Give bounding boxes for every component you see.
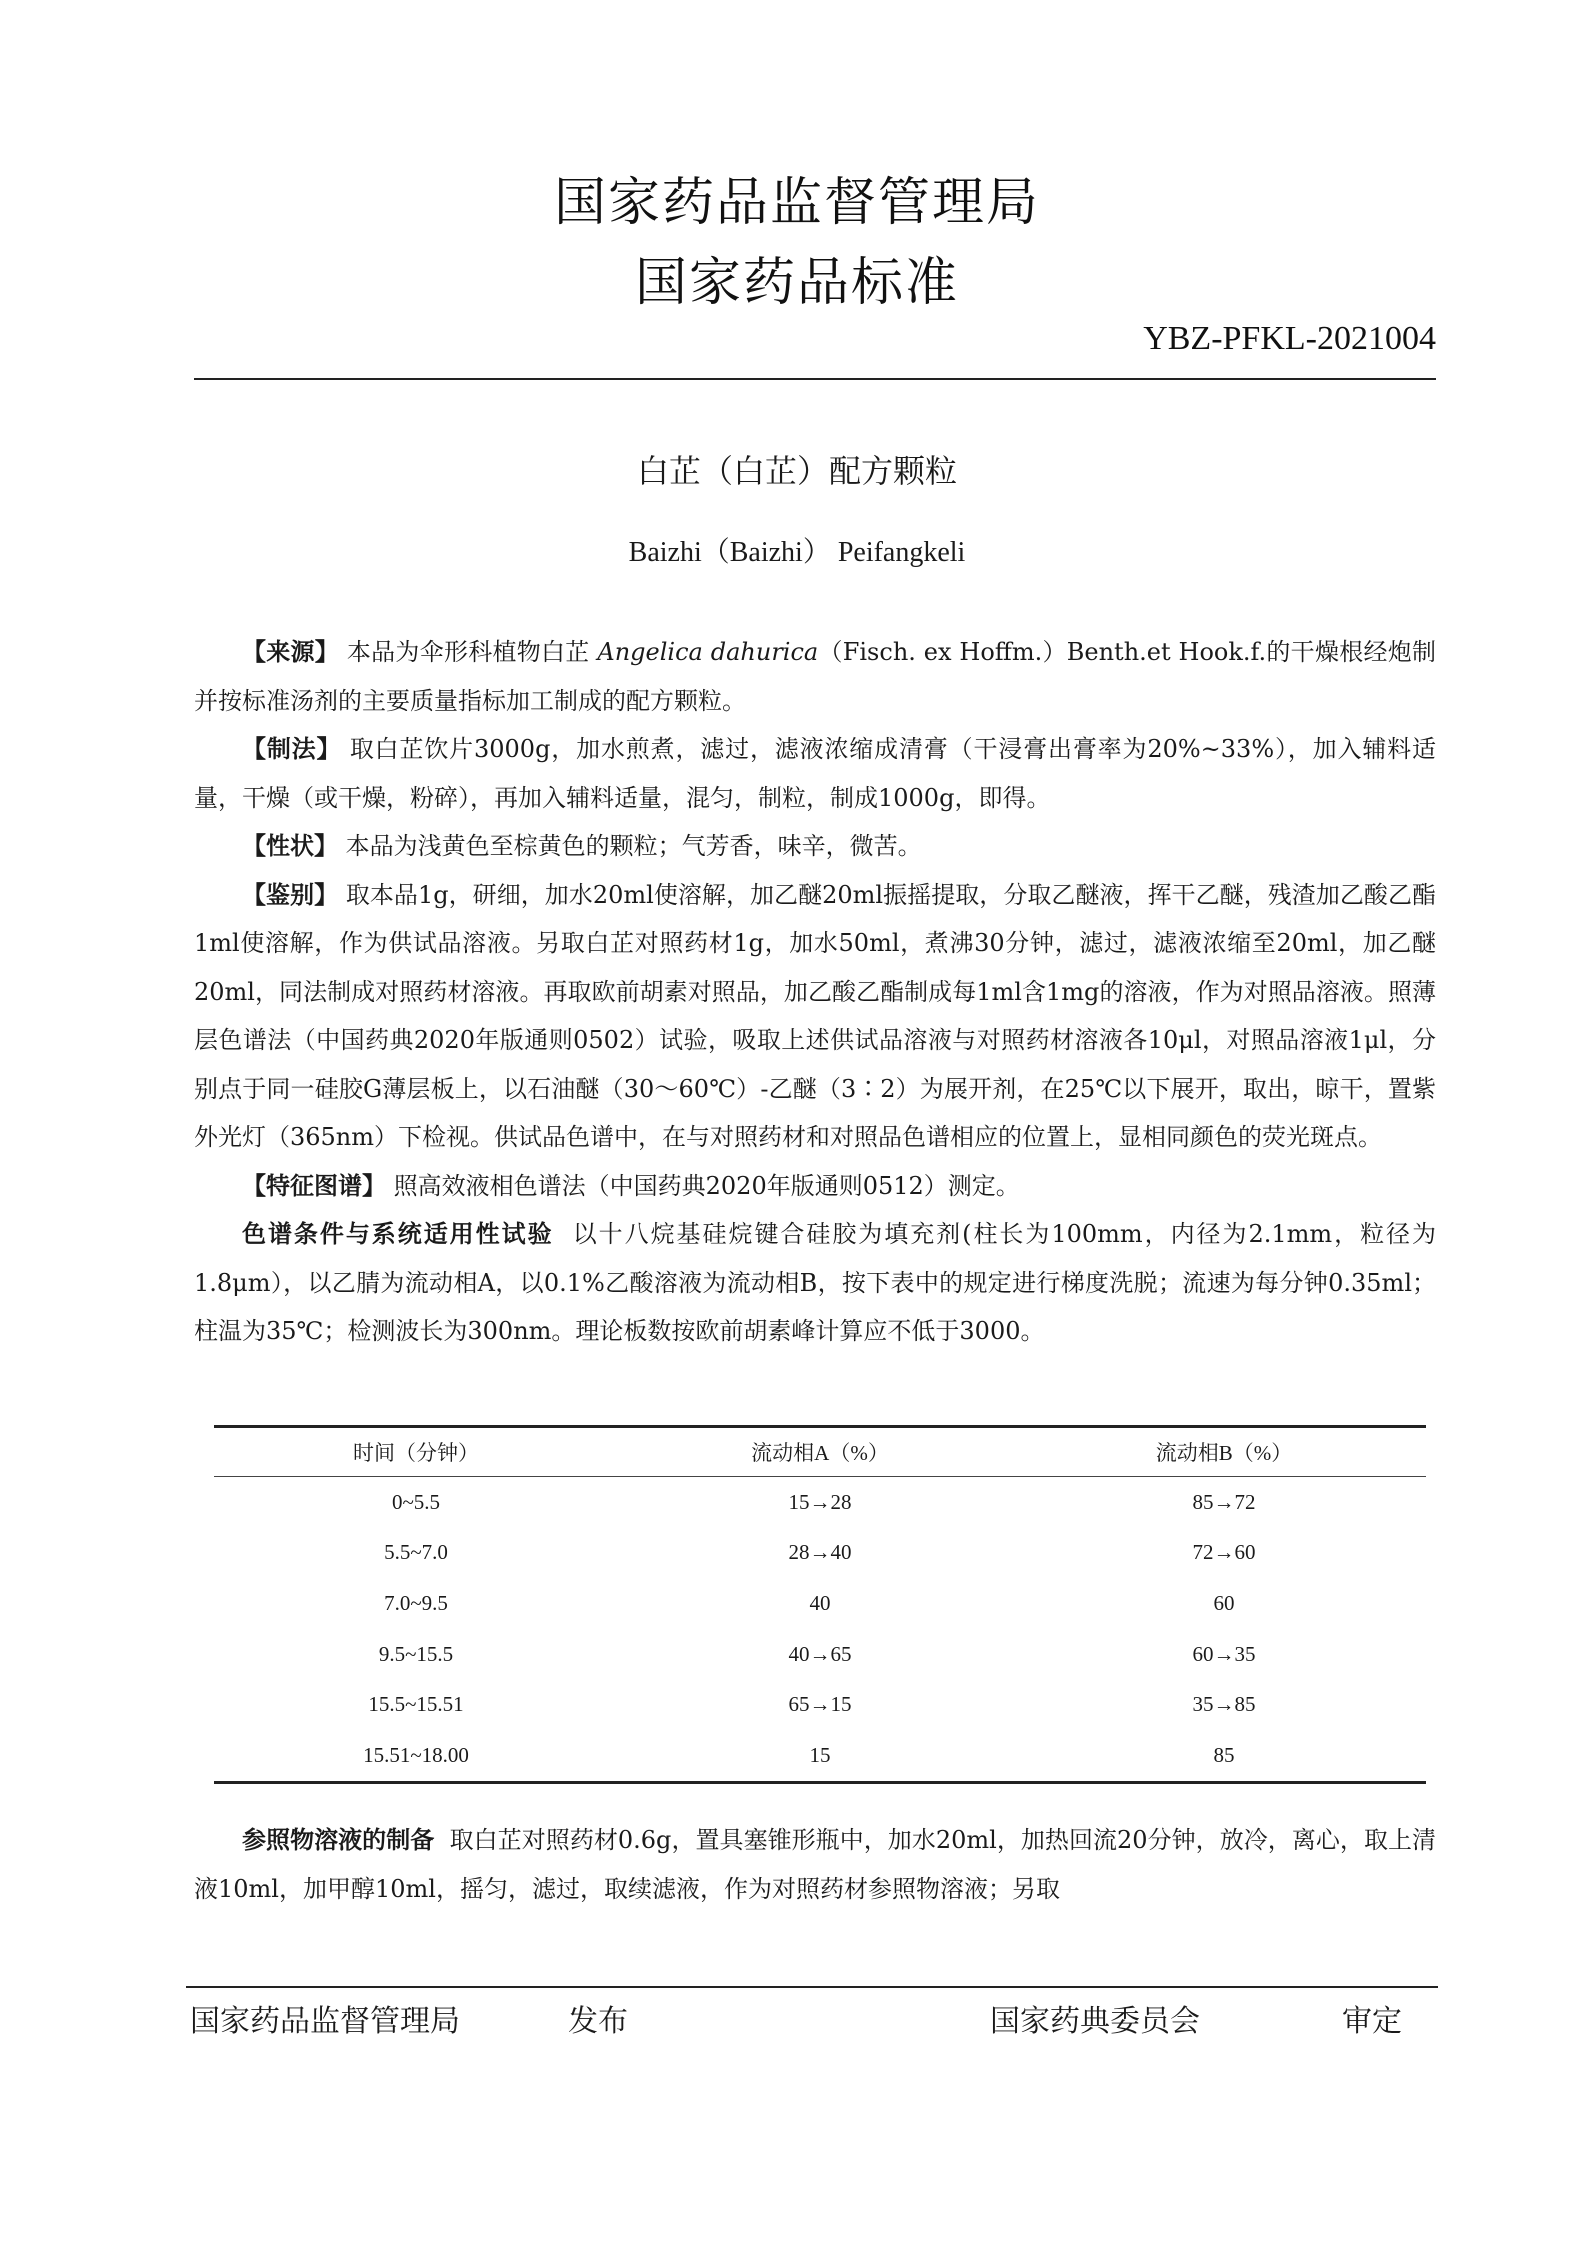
table-cell: 15.5~15.51 bbox=[368, 1692, 464, 1717]
footer-reviewer: 国家药典委员会 bbox=[990, 2004, 1200, 2039]
section-character-label: 【性状】 bbox=[242, 832, 338, 860]
org-title: 国家药品监督管理局 bbox=[553, 173, 1040, 233]
product-title: 白芷（白芷）配方颗粒 bbox=[636, 452, 957, 490]
section-character bbox=[194, 822, 1436, 871]
section-fingerprint-label: 【特征图谱】 bbox=[242, 1171, 386, 1200]
table-cell: 72→60 bbox=[1192, 1540, 1256, 1565]
section-reference bbox=[194, 1816, 1436, 1913]
footer-divider bbox=[186, 1986, 1438, 1988]
table-row bbox=[214, 1730, 1426, 1782]
document-code: YBZ-PFKL-2021004 bbox=[1143, 320, 1436, 357]
table-cell: 7.0~9.5 bbox=[384, 1590, 448, 1615]
reference-section bbox=[194, 1816, 1436, 1913]
standard-sections bbox=[194, 628, 1436, 1356]
table-row bbox=[214, 1528, 1426, 1579]
section-preparation-label: 【制法】 bbox=[242, 735, 342, 763]
section-source-label: 【来源】 bbox=[242, 638, 340, 666]
table-cell: 5.5~7.0 bbox=[384, 1540, 448, 1565]
table-cell: 40 bbox=[809, 1590, 831, 1615]
table-header-phase-b: 流动相B（%） bbox=[1022, 1427, 1426, 1477]
table-header-phase-a: 流动相A（%） bbox=[618, 1427, 1022, 1477]
table-cell: 28→40 bbox=[788, 1540, 852, 1565]
header-divider bbox=[194, 378, 1436, 380]
table-cell: 35→85 bbox=[1192, 1692, 1256, 1717]
section-chromatography-label: 色谱条件与系统适用性试验 bbox=[242, 1220, 554, 1248]
table-cell: 9.5~15.5 bbox=[378, 1641, 454, 1666]
table-row bbox=[214, 1629, 1426, 1680]
table-cell: 85 bbox=[1213, 1742, 1235, 1767]
section-fingerprint bbox=[194, 1162, 1436, 1211]
latin-name: Angelica dahurica bbox=[597, 638, 819, 666]
table-cell: 85→72 bbox=[1192, 1489, 1256, 1514]
table-row bbox=[214, 1477, 1426, 1528]
table-cell: 60→35 bbox=[1192, 1641, 1256, 1666]
table-cell: 15.51~18.00 bbox=[363, 1742, 469, 1767]
table-header-time: 时间（分钟） bbox=[214, 1427, 618, 1477]
section-source-text-b: （Fisch. ex Hoffm.）Benth.et Hook.f.的干燥根经炮制并按标准汤剂的主要质量指标加工制成的配方颗粒。 bbox=[194, 638, 1436, 715]
section-chromatography bbox=[194, 1210, 1436, 1356]
section-source bbox=[194, 628, 1436, 725]
table-cell: 60 bbox=[1213, 1590, 1235, 1615]
section-character-text: 本品为浅黄色至棕黄色的颗粒；气芳香，味辛，微苦。 bbox=[345, 832, 922, 860]
section-identification-label: 【鉴别】 bbox=[242, 880, 339, 909]
table-cell: 15 bbox=[809, 1742, 831, 1767]
footer-publisher: 国家药品监督管理局 bbox=[190, 2004, 460, 2039]
table-header-row bbox=[214, 1427, 1426, 1477]
footer-publish: 发布 bbox=[568, 2004, 628, 2039]
table-cell: 0~5.5 bbox=[391, 1489, 441, 1514]
product-pinyin: Baizhi（Baizhi） Peifangkeli bbox=[628, 537, 966, 568]
table-row bbox=[214, 1578, 1426, 1629]
gradient-table bbox=[214, 1425, 1426, 1784]
table-cell: 40→65 bbox=[788, 1641, 852, 1666]
section-reference-text: 取白芷对照药材0.6g，置具塞锥形瓶中，加水20ml，加热回流20分钟，放冷，离心，取上清液10ml，加甲醇10ml，摇匀，滤过，取续滤液，作为对照药材参照物溶液；另取 bbox=[194, 1826, 1437, 1903]
section-preparation bbox=[194, 725, 1436, 822]
section-preparation-text: 取白芷饮片3000g，加水煎煮，滤过，滤液浓缩成清膏（干浸膏出膏率为20%~33%），加入辅料适量，干燥（或干燥，粉碎），再加入辅料适量，混匀，制粒，制成1000g，即得。 bbox=[194, 735, 1436, 812]
table-cell: 15→28 bbox=[788, 1489, 852, 1514]
section-chromatography-text: 以十八烷基硅烷键合硅胶为填充剂(柱长为100mm，内径为2.1mm，粒径为1.8μm），以乙腈为流动相A，以0.1%乙酸溶液为流动相B，按下表中的规定进行梯度洗脱；流速为每分钟0.35ml；柱温为35℃；检测波长为300nm。理论板数按欧前胡素峰计算应不低于3000。 bbox=[194, 1220, 1436, 1345]
section-identification bbox=[194, 871, 1436, 1162]
table-row bbox=[214, 1679, 1426, 1730]
footer-review: 审定 bbox=[1342, 2004, 1402, 2039]
section-source-text-a: 本品为伞形科植物白芷 bbox=[346, 638, 590, 666]
section-reference-label: 参照物溶液的制备 bbox=[242, 1826, 435, 1854]
section-fingerprint-text: 照高效液相色谱法（中国药典2020年版通则0512）测定。 bbox=[393, 1171, 1020, 1200]
table-cell: 65→15 bbox=[788, 1692, 852, 1717]
document-title: 国家药品标准 bbox=[634, 253, 959, 313]
section-identification-text: 取本品1g，研细，加水20ml使溶解，加乙醚20ml振摇提取，分取乙醚液，挥干乙醚，残渣加乙酸乙酯1ml使溶解，作为供试品溶液。另取白芷对照药材1g，加水50ml，煮沸30分钟，滤过，滤液浓缩至20ml，加乙醚20ml，同法制成对照药材溶液。再取欧前胡素对照品，加乙酸乙酯制成每1ml含1mg的溶液，作为对照品溶液。照薄层色谱法（中国药典2020年版通则0502）试验，吸取上述供试品溶液与对照药材溶液各10μl，对照品溶液1μl，分别点于同一硅胶G薄层板上，以石油醚（30～60℃）-乙醚（3∶2）为展开剂，在25℃以下展开，取出，晾干，置紫外光灯（365nm）下检视。供试品色谱中，在与对照药材和对照品色谱相应的位置上，显相同颜色的荧光斑点。 bbox=[194, 880, 1436, 1151]
